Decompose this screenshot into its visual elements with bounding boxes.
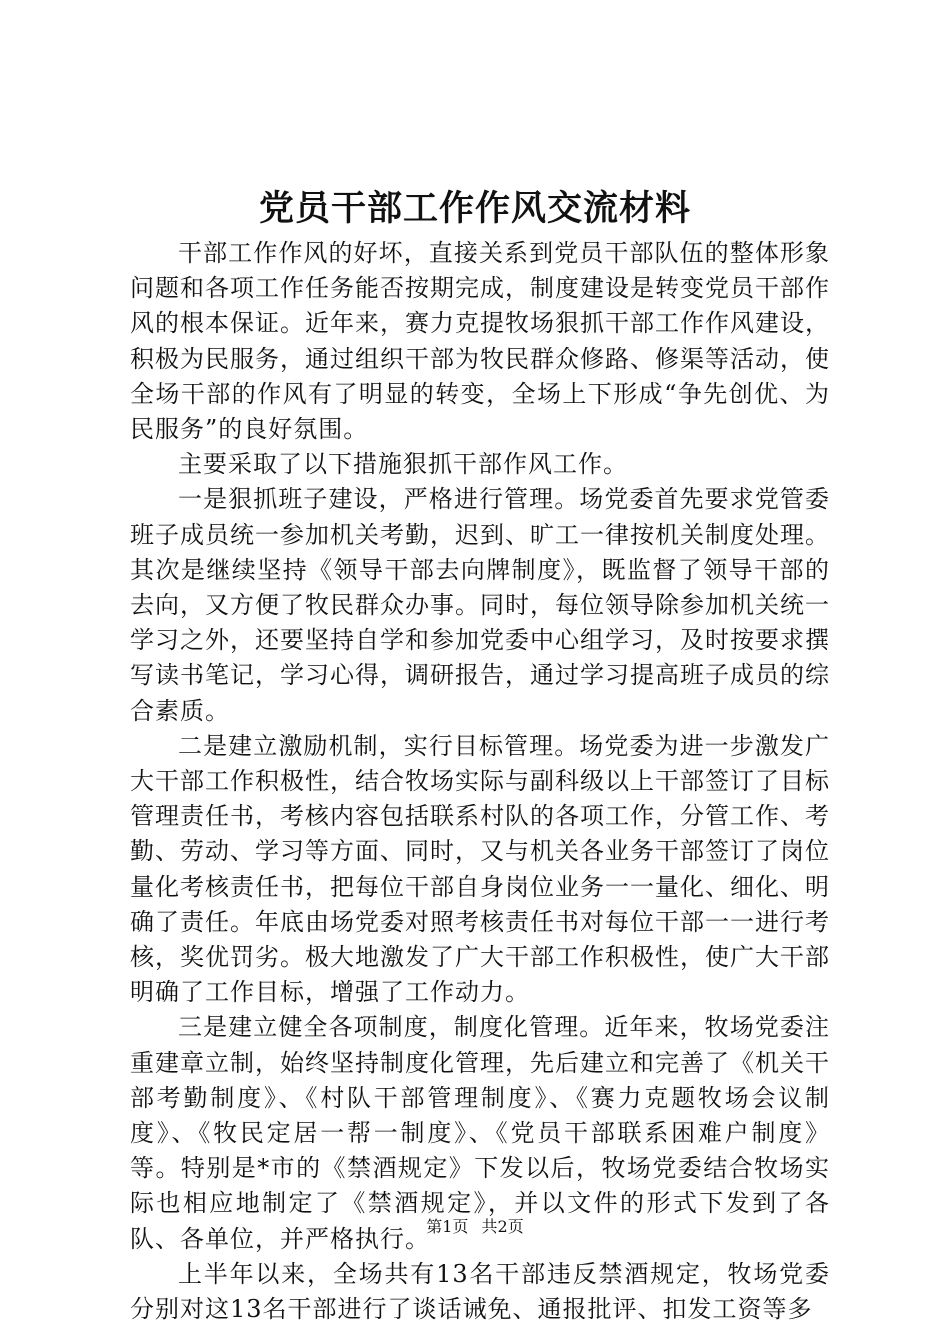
- paragraph: 二是建立激励机制，实行目标管理。场党委为进一步激发广大干部工作积极性，结合牧场实际与副科级以上干部签订了目标管理责任书，考核内容包括联系村队的各项工作，分管工作、考勤、劳动、学习等方面、同时，又与机关各业务干部签订了岗位量化考核责任书，把每位干部自身岗位业务一一量化、细化、明确了责任。年底由场党委对照考核责任书对每位干部一一进行考核，奖优罚劣。极大地激发了广大干部工作积极性，使广大干部明确了工作目标，增强了工作动力。: [130, 731, 830, 1007]
- paragraph: 主要采取了以下措施狠抓干部作风工作。: [178, 450, 628, 479]
- page-number: 第1页: [426, 1217, 469, 1236]
- document-body: [130, 236, 830, 1327]
- paragraph: 干部工作作风的好坏，直接关系到党员干部队伍的整体形象问题和各项工作任务能否按期完成，制度建设是转变党员干部作风的根本保证。近年来，赛力克提牧场狠抓干部工作作风建设，积极为民服务，通过组织干部为牧民群众修路、修渠等活动，使全场干部的作风有了明显的转变，全场上下形成“争先创优、为民服务”的良好氛围。: [130, 239, 830, 444]
- paragraph: 三是建立健全各项制度，制度化管理。近年来，牧场党委注重建章立制，始终坚持制度化管理，先后建立和完善了《机关干部考勤制度》、《村队干部管理制度》、《赛力克题牧场会议制度》、《牧民定居一帮一制度》、《党员干部联系困难户制度》等。特别是*市的《禁酒规定》下发以后，牧场党委结合牧场实际也相应地制定了《禁酒规定》，并以文件的形式下发到了各队、各单位，并严格执行。: [130, 1013, 830, 1253]
- page-total: 共2页: [481, 1217, 524, 1236]
- document-title: 党员干部工作作风交流材料: [258, 189, 691, 229]
- paragraph: 一是狠抓班子建设，严格进行管理。场党委首先要求党管委班子成员统一参加机关考勤，迟到、旷工一律按机关制度处理。其次是继续坚持《领导干部去向牌制度》，既监督了领导干部的去向，又方便了牧民群众办事。同时，每位领导除参加机关统一学习之外，还要坚持自学和参加党委中心组学习，及时按要求撰写读书笔记，学习心得，调研报告，通过学习提高班子成员的综合素质。: [130, 485, 830, 725]
- paragraph: 上半年以来，全场共有13名干部违反禁酒规定，牧场党委分别对这13名干部进行了谈话诫免、通报批评、扣发工资等多: [130, 1259, 830, 1324]
- page-footer: [0, 1215, 950, 1239]
